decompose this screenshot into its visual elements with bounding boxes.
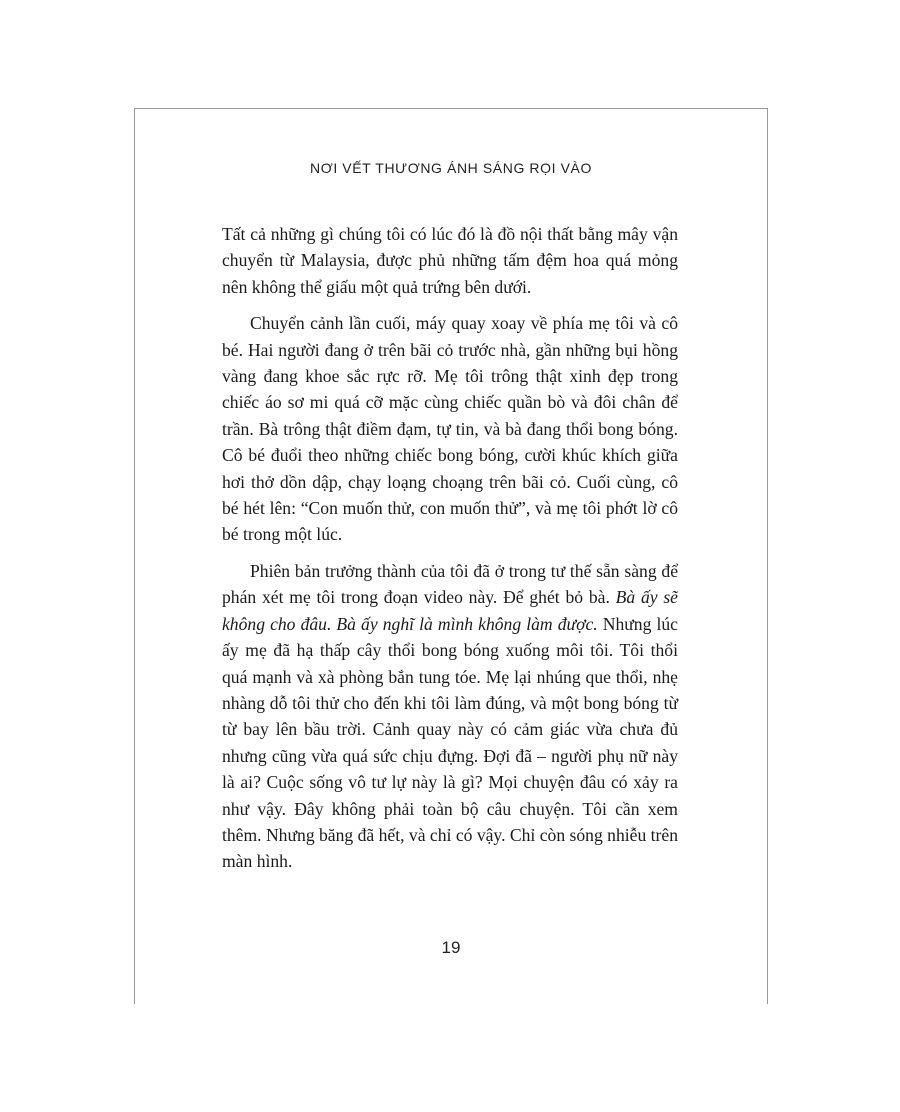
paragraph-3 xyxy=(222,558,678,875)
page-number: 19 xyxy=(441,938,461,957)
paragraph-3-text-a: Phiên bản trưởng thành của tôi đã ở trong tư thế sẵn sàng để phán xét mẹ tôi trong đoạn video này. Để ghét bỏ bà. xyxy=(222,560,678,608)
paragraph-3-text-b: Nhưng lúc ấy mẹ đã hạ thấp cây thổi bong bóng xuống môi tôi. Tôi thổi quá mạnh và xà phòng bắn tung tóe. Mẹ lại nhúng que thổi, nhẹ nhàng dỗ tôi thử cho đến khi tôi làm đúng, và một bong bóng từ từ bay lên bầu trời. Cảnh quay này có cảm giác vừa chưa đủ nhưng cũng vừa quá sức chịu đựng. Đợi đã – người phụ nữ này là ai? Cuộc sống vô tư lự này là gì? Mọi chuyện đâu có xảy ra như vậy. Đây không phải toàn bộ câu chuyện. Tôi cần xem thêm. Nhưng băng đã hết, và chỉ có vậy. Chỉ còn sóng nhiễu trên màn hình. xyxy=(222,613,678,872)
running-title: NƠI VẾT THƯƠNG ÁNH SÁNG RỌI VÀO xyxy=(310,160,592,176)
paragraph-3-italic-thought: Bà ấy sẽ không cho đâu. Bà ấy nghĩ là mình không làm được. xyxy=(222,587,678,634)
paragraph-2: Chuyển cảnh lần cuối, máy quay xoay về phía mẹ tôi và cô bé. Hai người đang ở trên bãi cỏ trước nhà, gần những bụi hồng vàng đang khoe sắc rực rỡ. Mẹ tôi trông thật xinh đẹp trong chiếc áo sơ mi quá cỡ mặc cùng chiếc quần bò và đôi chân để trần. Bà trông thật điềm đạm, tự tin, và bà đang thổi bong bóng. Cô bé đuổi theo những chiếc bong bóng, cười khúc khích giữa hơi thở dồn dập, chạy loạng choạng trên bãi cỏ. Cuối cùng, cô bé hét lên: “Con muốn thử, con muốn thử”, và mẹ tôi phớt lờ cô bé trong một lúc. xyxy=(222,313,678,545)
paragraph-1: Tất cả những gì chúng tôi có lúc đó là đồ nội thất bằng mây vận chuyển từ Malaysia, được phủ những tấm đệm hoa quá mỏng nên không thể giấu một quả trứng bên dưới. xyxy=(222,224,678,297)
body-text xyxy=(222,221,678,885)
